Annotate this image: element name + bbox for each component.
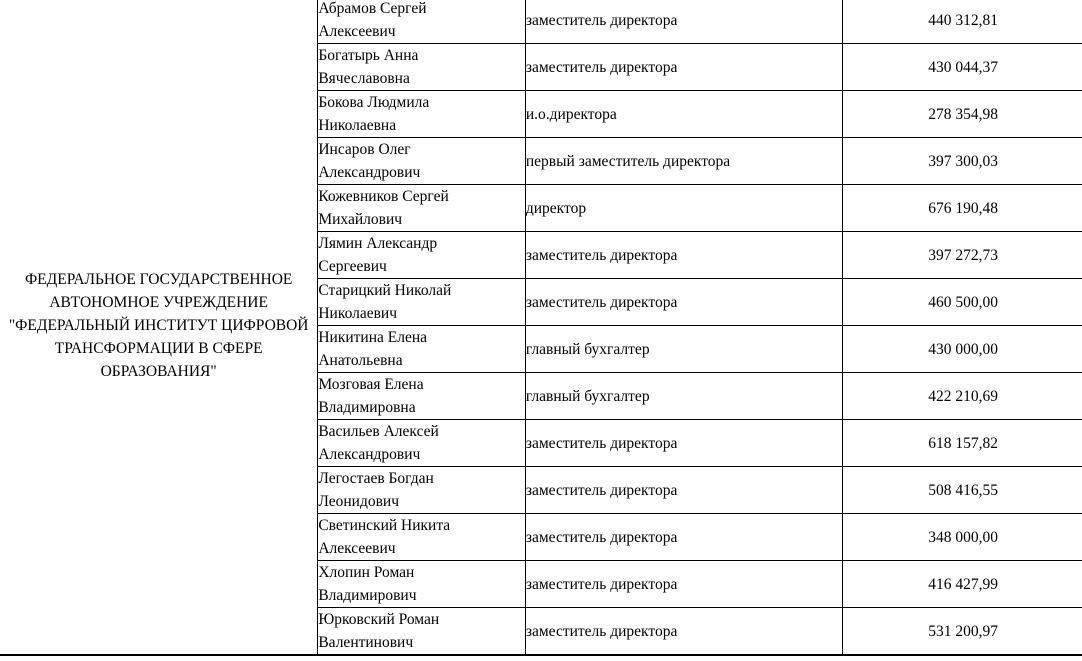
employee-surname-first-name: Никитина Елена	[318, 329, 428, 346]
employee-position: заместитель директора	[525, 561, 842, 608]
employee-salary: 397 300,03	[843, 138, 1082, 185]
employee-position: главный бухгалтер	[525, 373, 842, 420]
employee-name-cell	[318, 0, 526, 44]
employee-patronymic: Михайлович	[318, 211, 403, 228]
employee-name-cell	[318, 326, 526, 373]
employee-salary: 531 200,97	[843, 608, 1082, 656]
employee-surname-first-name: Легостаев Богдан	[318, 470, 434, 487]
employee-salary: 618 157,82	[843, 420, 1082, 467]
employee-surname-first-name: Васильев Алексей	[318, 423, 439, 440]
employee-salary: 422 210,69	[843, 373, 1082, 420]
employee-name-cell	[318, 91, 526, 138]
employee-salary: 430 000,00	[843, 326, 1082, 373]
employee-surname-first-name: Абрамов Сергей	[318, 0, 427, 17]
employee-position: заместитель директора	[525, 0, 842, 44]
employee-salary: 460 500,00	[843, 279, 1082, 326]
employee-surname-first-name: Светинский Никита	[318, 517, 451, 534]
employee-patronymic: Александрович	[318, 446, 421, 463]
employee-patronymic: Анатольевна	[318, 352, 403, 369]
employee-name-cell	[318, 467, 526, 514]
employee-position: заместитель директора	[525, 279, 842, 326]
employee-salary: 397 272,73	[843, 232, 1082, 279]
employee-patronymic: Владимировна	[318, 399, 416, 416]
employee-salary: 416 427,99	[843, 561, 1082, 608]
employee-position: и.о.директора	[525, 91, 842, 138]
employee-patronymic: Владимирович	[318, 587, 417, 604]
employee-patronymic: Николаевна	[318, 117, 397, 134]
employee-patronymic: Сергеевич	[318, 258, 387, 275]
employee-surname-first-name: Богатырь Анна	[318, 47, 419, 64]
employee-name-cell	[318, 561, 526, 608]
employee-surname-first-name: Лямин Александр	[318, 235, 438, 252]
employee-position: заместитель директора	[525, 608, 842, 656]
employee-patronymic: Алексеевич	[318, 23, 396, 40]
employee-name-cell	[318, 185, 526, 232]
employee-surname-first-name: Хлопин Роман	[318, 564, 415, 581]
employee-salary: 278 354,98	[843, 91, 1082, 138]
employee-surname-first-name: Мозговая Елена	[318, 376, 424, 393]
employee-name-cell	[318, 138, 526, 185]
employee-position: заместитель директора	[525, 514, 842, 561]
employee-patronymic: Вячеславовна	[318, 70, 410, 87]
employee-patronymic: Александрович	[318, 164, 421, 181]
employee-name-cell	[318, 279, 526, 326]
employee-position: директор	[525, 185, 842, 232]
employee-patronymic: Алексеевич	[318, 540, 396, 557]
employee-surname-first-name: Кожевников Сергей	[318, 188, 449, 205]
employee-surname-first-name: Инсаров Олег	[318, 141, 411, 158]
employee-name-cell	[318, 608, 526, 656]
employee-patronymic: Леонидович	[318, 493, 400, 510]
employee-salary: 348 000,00	[843, 514, 1082, 561]
employee-patronymic: Валентинович	[318, 634, 414, 651]
employee-name-cell	[318, 420, 526, 467]
employee-patronymic: Николаевич	[318, 305, 398, 322]
organization-name-cell	[0, 0, 318, 655]
employee-name-cell	[318, 373, 526, 420]
organization-name: ФЕДЕРАЛЬНОЕ ГОСУДАРСТВЕННОЕ АВТОНОМНОЕ УЧРЕЖДЕНИЕ "ФЕДЕРАЛЬНЫЙ ИНСТИТУТ ЦИФРОВОЙ ТРАНСФОРМАЦИИ В СФЕРЕ ОБРАЗОВАНИЯ"	[8, 271, 309, 380]
employee-position: первый заместитель директора	[525, 138, 842, 185]
employee-name-cell	[318, 514, 526, 561]
employee-surname-first-name: Юрковский Роман	[318, 611, 440, 628]
table-row	[0, 0, 1082, 44]
employee-position: заместитель директора	[525, 467, 842, 514]
employee-name-cell	[318, 232, 526, 279]
employee-position: заместитель директора	[525, 232, 842, 279]
employee-position: главный бухгалтер	[525, 326, 842, 373]
employee-name-cell	[318, 44, 526, 91]
employee-salary: 430 044,37	[843, 44, 1082, 91]
employee-surname-first-name: Бокова Людмила	[318, 94, 430, 111]
employee-position: заместитель директора	[525, 420, 842, 467]
employee-salary: 508 416,55	[843, 467, 1082, 514]
employee-surname-first-name: Старицкий Николай	[318, 282, 452, 299]
employee-salary: 440 312,81	[843, 0, 1082, 44]
employee-position: заместитель директора	[525, 44, 842, 91]
employee-salary: 676 190,48	[843, 185, 1082, 232]
